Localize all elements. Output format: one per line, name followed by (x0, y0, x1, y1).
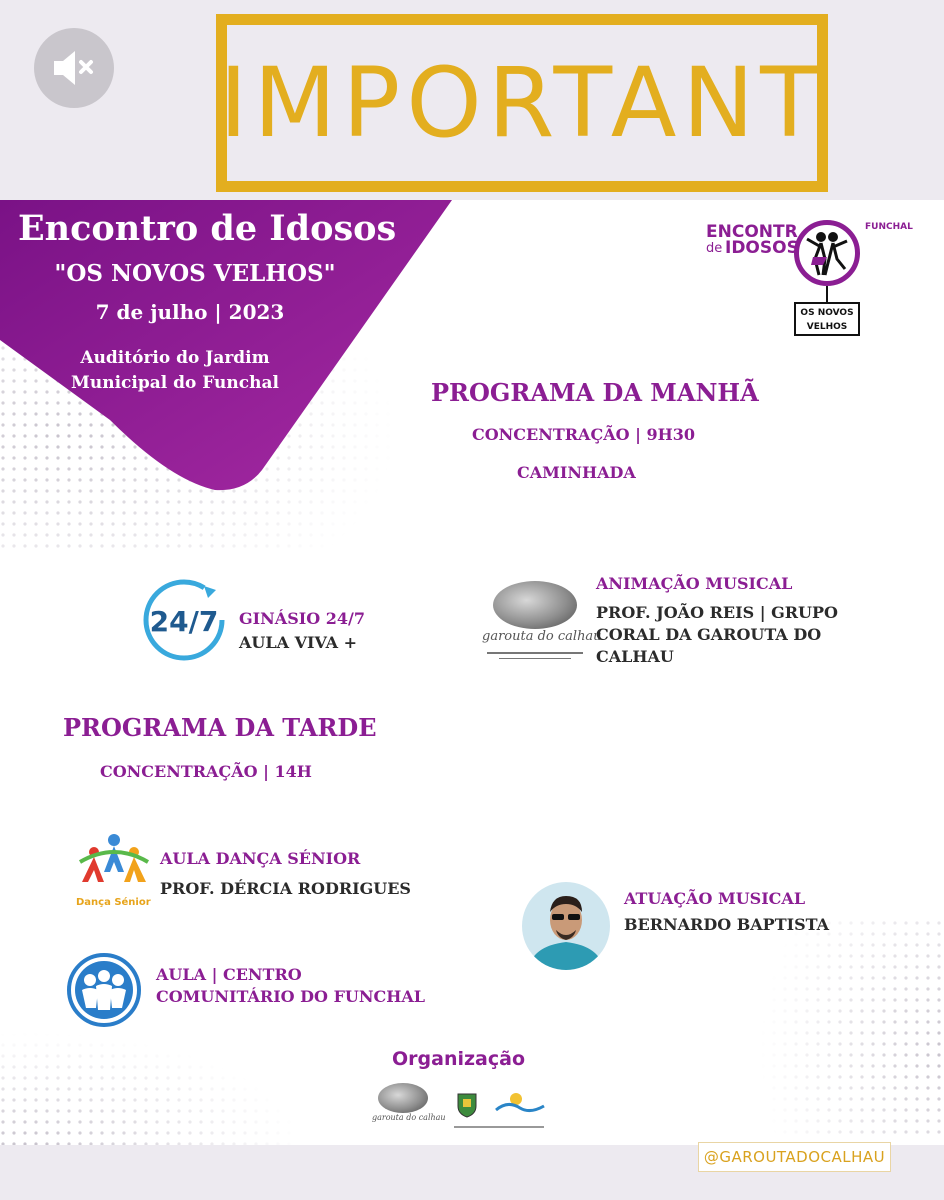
funchal-wave-logo-icon (492, 1090, 548, 1118)
event-logo-stem (826, 286, 828, 302)
mute-button[interactable] (34, 28, 114, 108)
funchal-coat-of-arms-icon (456, 1092, 478, 1118)
community-line2: COMUNITÁRIO DO FUNCHAL (156, 987, 426, 1006)
dot-pattern-bottom-left (0, 1020, 300, 1145)
event-logo-line1: ENCONTR (706, 222, 798, 242)
org-garouta-caption: garouta do calhau (372, 1113, 446, 1122)
event-logo-city: FUNCHAL (865, 222, 913, 232)
event-logo-box-line2: VELHOS (806, 322, 848, 332)
music1-line3: CALHAU (596, 647, 674, 666)
event-logo-box (794, 302, 860, 336)
community-line1: AULA | CENTRO (156, 965, 302, 984)
dot-pattern-right (760, 920, 944, 1140)
dancers-icon (794, 220, 860, 286)
event-subtitle: "OS NOVOS VELHOS" (54, 260, 336, 287)
community-center-logo (66, 952, 142, 1028)
music1-line2: CORAL DA GAROUTA DO (596, 625, 822, 644)
dance-subtitle: PROF. DÉRCIA RODRIGUES (160, 879, 411, 898)
morning-concentration: CONCENTRAÇÃO | 9H30 (472, 425, 696, 444)
morning-heading: PROGRAMA DA MANHÃ (431, 378, 759, 407)
instagram-handle-box (698, 1142, 891, 1172)
important-heading: IMPORTANT (219, 47, 825, 159)
org-tagline-line (454, 1126, 544, 1128)
event-logo-box-line1: OS NOVOS (800, 308, 854, 318)
performer-avatar (522, 882, 610, 970)
organization-title: Organização (392, 1048, 525, 1070)
event-logo (700, 218, 925, 336)
garouta-logo-caption: garouta do calhau (482, 629, 602, 644)
music1-title: ANIMAÇÃO MUSICAL (596, 574, 793, 593)
garouta-logo-underline2 (499, 658, 571, 659)
gym-subtitle: AULA VIVA + (239, 633, 358, 652)
event-venue-line1: Auditório do Jardim (80, 348, 270, 368)
gym-24-7-logo-text: 24/7 (149, 605, 219, 638)
event-venue-line2: Municipal do Funchal (71, 373, 279, 393)
speaker-muted-icon (50, 48, 98, 88)
afternoon-heading: PROGRAMA DA TARDE (63, 713, 377, 742)
instagram-handle: @GAROUTADOCALHAU (703, 1148, 886, 1166)
event-date: 7 de julho | 2023 (95, 300, 285, 324)
music2-performer: BERNARDO BAPTISTA (624, 915, 830, 934)
dance-title: AULA DANÇA SÉNIOR (160, 849, 361, 868)
danca-senior-caption: Dança Sénior (76, 897, 151, 908)
event-logo-line2-prefix: de (706, 241, 723, 256)
gym-24-7-logo (142, 578, 226, 662)
org-garouta-logo (378, 1083, 428, 1113)
event-logo-line2: IDOSOS (725, 238, 799, 258)
music2-title: ATUAÇÃO MUSICAL (624, 889, 806, 908)
afternoon-concentration: CONCENTRAÇÃO | 14H (100, 762, 312, 781)
garouta-stone-logo (493, 581, 577, 629)
important-banner (216, 14, 828, 192)
event-title: Encontro de Idosos (18, 208, 397, 249)
gym-title: GINÁSIO 24/7 (239, 609, 365, 628)
music1-line1: PROF. JOÃO REIS | GRUPO (596, 603, 838, 622)
morning-walk: CAMINHADA (517, 463, 636, 482)
garouta-logo-underline (487, 652, 583, 654)
